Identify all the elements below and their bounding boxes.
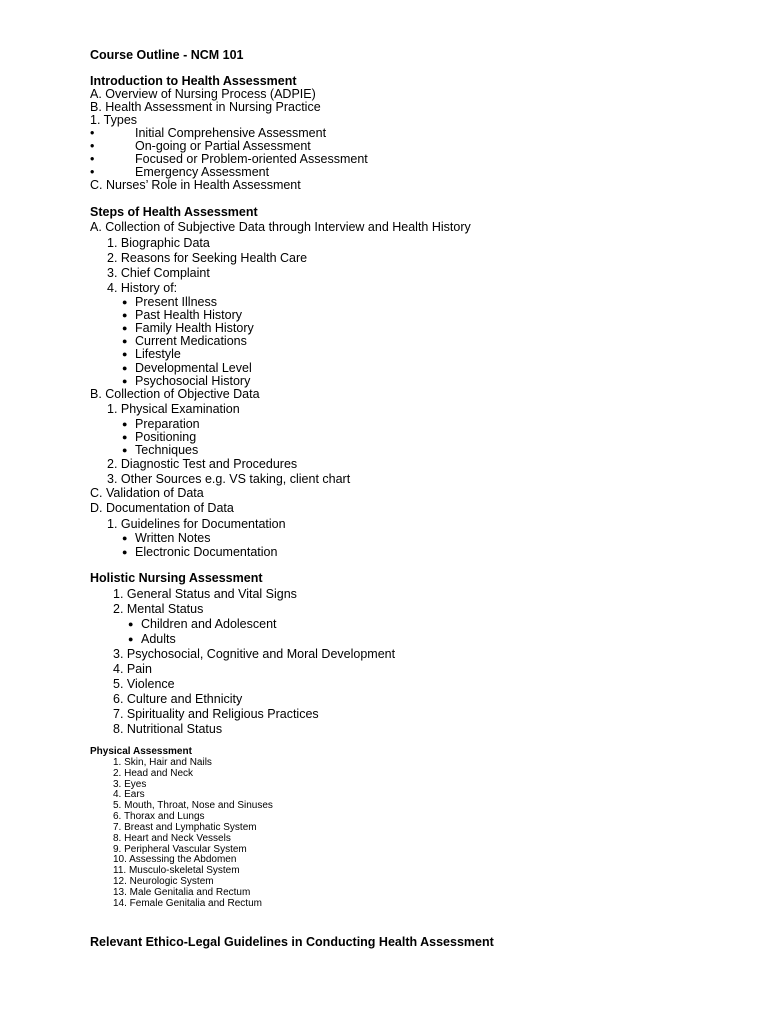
intro-type-label: On-going or Partial Assessment: [135, 139, 311, 153]
physical-item: 14. Female Genitalia and Rectum: [113, 898, 262, 909]
holistic-item: 5. Violence: [113, 677, 175, 691]
steps-d-item: 1. Guidelines for Documentation: [107, 517, 286, 531]
intro-type-label: Emergency Assessment: [135, 165, 270, 179]
intro-type-label: Initial Comprehensive Assessment: [135, 126, 327, 140]
history-item: ● Present Illness: [122, 295, 217, 309]
physical-heading: Physical Assessment: [90, 746, 192, 757]
ethico-heading: Relevant Ethico-Legal Guidelines in Conducting Health Assessment: [90, 935, 494, 949]
physical-item: 13. Male Genitalia and Rectum: [113, 887, 251, 898]
bullet-icon: ●: [122, 310, 128, 320]
pe-item: ● Techniques: [122, 443, 199, 457]
intro-line-types: 1. Types: [90, 113, 138, 127]
bullet-icon: •: [90, 165, 95, 179]
mental-item: ● Children and Adolescent: [128, 617, 277, 631]
physical-item: 12. Neurologic System: [113, 876, 214, 887]
steps-a-item: 2. Reasons for Seeking Health Care: [107, 251, 308, 265]
bullet-icon: ●: [122, 419, 128, 429]
history-item: ● Family Health History: [122, 321, 254, 335]
physical-item: 5. Mouth, Throat, Nose and Sinuses: [113, 800, 273, 811]
bullet-icon: •: [90, 152, 95, 166]
steps-a-item: 1. Biographic Data: [107, 236, 210, 250]
physical-item: 6. Thorax and Lungs: [113, 811, 205, 822]
bullet-icon: ●: [122, 349, 128, 359]
bullet-icon: ●: [122, 445, 128, 455]
physical-item: 1. Skin, Hair and Nails: [113, 757, 212, 768]
holistic-item: 3. Psychosocial, Cognitive and Moral Development: [113, 647, 396, 661]
steps-line-b: B. Collection of Objective Data: [90, 387, 260, 401]
doc-item: ● Written Notes: [122, 531, 211, 545]
physical-item: 4. Ears: [113, 789, 145, 800]
history-item: ● Psychosocial History: [122, 374, 251, 388]
history-item: ● Developmental Level: [122, 361, 252, 375]
bullet-icon: ●: [122, 533, 128, 543]
holistic-item: 7. Spirituality and Religious Practices: [113, 707, 319, 721]
bullet-icon: ●: [122, 323, 128, 333]
steps-b-item: 1. Physical Examination: [107, 402, 240, 416]
history-item: ● Past Health History: [122, 308, 242, 322]
bullet-icon: ●: [122, 547, 128, 557]
bullet-icon: ●: [122, 363, 128, 373]
physical-item: 7. Breast and Lymphatic System: [113, 822, 257, 833]
pe-item: ● Preparation: [122, 417, 200, 431]
history-item: ● Current Medications: [122, 334, 247, 348]
intro-heading: Introduction to Health Assessment: [90, 74, 297, 88]
holistic-item: 6. Culture and Ethnicity: [113, 692, 243, 706]
physical-item: 8. Heart and Neck Vessels: [113, 833, 231, 844]
steps-a-item: 3. Chief Complaint: [107, 266, 210, 280]
steps-line-c: C. Validation of Data: [90, 486, 204, 500]
bullet-icon: •: [90, 139, 95, 153]
steps-b-item: 3. Other Sources e.g. VS taking, client chart: [107, 472, 351, 486]
physical-item: 11. Musculo-skeletal System: [113, 865, 240, 876]
mental-item: ● Adults: [128, 632, 176, 646]
holistic-item: 4. Pain: [113, 662, 152, 676]
bullet-icon: •: [90, 126, 95, 140]
history-item: ● Lifestyle: [122, 347, 181, 361]
steps-heading: Steps of Health Assessment: [90, 205, 258, 219]
physical-item: 9. Peripheral Vascular System: [113, 844, 247, 855]
bullet-icon: ●: [128, 634, 134, 644]
page-title: Course Outline - NCM 101: [90, 48, 244, 62]
pe-item: ● Positioning: [122, 430, 197, 444]
intro-line-b: B. Health Assessment in Nursing Practice: [90, 100, 321, 114]
intro-line-a: A. Overview of Nursing Process (ADPIE): [90, 87, 316, 101]
steps-a-item: 4. History of:: [107, 281, 178, 295]
bullet-icon: ●: [122, 432, 128, 442]
holistic-item: 8. Nutritional Status: [113, 722, 223, 736]
physical-item: 2. Head and Neck: [113, 768, 194, 779]
steps-b-item: 2. Diagnostic Test and Procedures: [107, 457, 298, 471]
doc-item: ● Electronic Documentation: [122, 545, 278, 559]
holistic-heading: Holistic Nursing Assessment: [90, 571, 263, 585]
intro-line-c: C. Nurses’ Role in Health Assessment: [90, 178, 301, 192]
bullet-icon: ●: [128, 619, 134, 629]
steps-line-d: D. Documentation of Data: [90, 501, 234, 515]
bullet-icon: ●: [122, 336, 128, 346]
physical-item: 3. Eyes: [113, 779, 147, 790]
bullet-icon: ●: [122, 376, 128, 386]
holistic-item: 2. Mental Status: [113, 602, 204, 616]
steps-line-a: A. Collection of Subjective Data through Interview and Health History: [90, 220, 471, 234]
intro-type-label: Focused or Problem-oriented Assessment: [135, 152, 368, 166]
bullet-icon: ●: [122, 297, 128, 307]
holistic-item: 1. General Status and Vital Signs: [113, 587, 297, 601]
physical-item: 10. Assessing the Abdomen: [113, 854, 237, 865]
